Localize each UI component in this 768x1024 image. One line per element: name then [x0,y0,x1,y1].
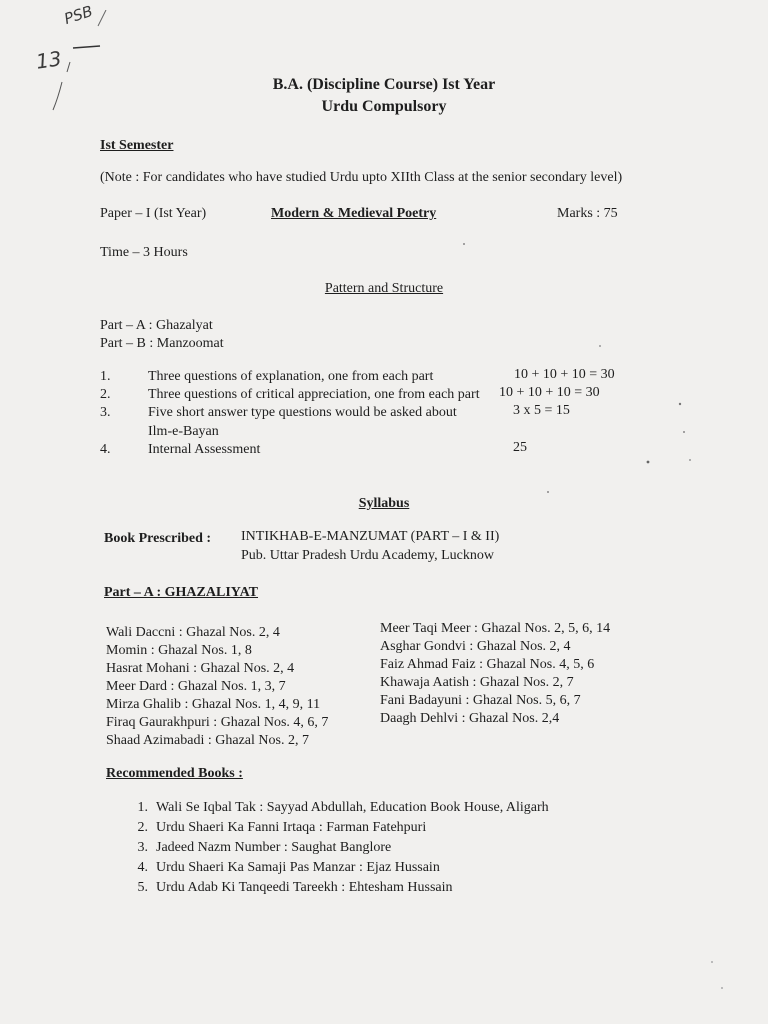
question-text-continued: Ilm-e-Bayan [148,424,219,439]
part-a-line: Part – A : Ghazalyat [100,318,213,333]
paper-title: Modern & Medieval Poetry [271,206,437,221]
margin-page-number: 13 [34,46,63,74]
part-a-heading: Part – A : GHAZALIYAT [104,585,259,600]
list-item-number: 1. [137,800,148,815]
list-item-text: Urdu Shaeri Ka Samaji Pas Manzar : Ejaz Hussain [156,860,440,875]
question-text: Internal Assessment [148,442,261,457]
course-subtitle: Urdu Compulsory [321,98,447,115]
list-item: Daagh Dehlvi : Ghazal Nos. 2,4 [380,711,560,726]
question-marks: 10 + 10 + 10 = 30 [514,367,615,382]
list-item: Meer Taqi Meer : Ghazal Nos. 2, 5, 6, 14 [380,621,611,636]
list-item-number: 3. [137,840,148,855]
list-item: Shaad Azimabadi : Ghazal Nos. 2, 7 [106,733,309,748]
list-item-text: Urdu Shaeri Ka Fanni Irtaqa : Farman Fatehpuri [156,820,427,835]
margin-note-psb: PSB [61,1,95,29]
question-text: Five short answer type questions would be asked about [148,405,457,420]
paper-label: Paper – I (Ist Year) [100,206,207,221]
book-title: INTIKHAB-E-MANZUMAT (PART – I & II) [241,529,500,544]
list-item: Khawaja Aatish : Ghazal Nos. 2, 7 [380,675,574,690]
list-item-number: 4. [137,860,148,875]
question-number: 2. [100,387,111,402]
list-item: Meer Dard : Ghazal Nos. 1, 3, 7 [106,679,286,694]
question-number: 3. [100,405,111,420]
list-item-number: 5. [137,880,148,895]
question-marks: 10 + 10 + 10 = 30 [499,385,600,400]
list-item-text: Wali Se Iqbal Tak : Sayyad Abdullah, Education Book House, Aligarh [156,800,549,815]
question-marks: 25 [513,440,527,455]
recommended-heading: Recommended Books : [106,766,243,781]
question-number: 4. [100,442,111,457]
question-text: Three questions of explanation, one from each part [148,369,434,384]
list-item: Mirza Ghalib : Ghazal Nos. 1, 4, 9, 11 [106,697,321,712]
paper-marks: Marks : 75 [557,206,618,221]
list-item: Faiz Ahmad Faiz : Ghazal Nos. 4, 5, 6 [380,657,595,672]
question-text: Three questions of critical appreciation, one from each part [148,387,480,402]
course-title: B.A. (Discipline Course) Ist Year [272,76,496,93]
book-publisher: Pub. Uttar Pradesh Urdu Academy, Lucknow [241,548,494,563]
note-text: (Note : For candidates who have studied Urdu upto XIIth Class at the senior secondary level) [100,170,623,185]
list-item-text: Urdu Adab Ki Tanqeedi Tareekh : Ehtesham Hussain [156,880,453,895]
part-b-line: Part – B : Manzoomat [100,336,224,351]
list-item-text: Jadeed Nazm Number : Saughat Banglore [156,840,392,855]
pattern-heading: Pattern and Structure [324,281,444,296]
list-item: Fani Badayuni : Ghazal Nos. 5, 6, 7 [380,693,581,708]
book-label: Book Prescribed : [104,531,212,546]
question-number: 1. [100,369,111,384]
list-item: Asghar Gondvi : Ghazal Nos. 2, 4 [380,639,571,654]
list-item-number: 2. [137,820,148,835]
list-item: Momin : Ghazal Nos. 1, 8 [106,643,252,658]
time-text: Time – 3 Hours [100,245,188,260]
list-item: Firaq Gaurakhpuri : Ghazal Nos. 4, 6, 7 [106,715,329,730]
list-item: Hasrat Mohani : Ghazal Nos. 2, 4 [106,661,295,676]
semester-heading: Ist Semester [100,138,174,153]
question-marks: 3 x 5 = 15 [513,403,570,418]
list-item: Wali Daccni : Ghazal Nos. 2, 4 [106,625,280,640]
syllabus-heading: Syllabus [358,496,410,511]
